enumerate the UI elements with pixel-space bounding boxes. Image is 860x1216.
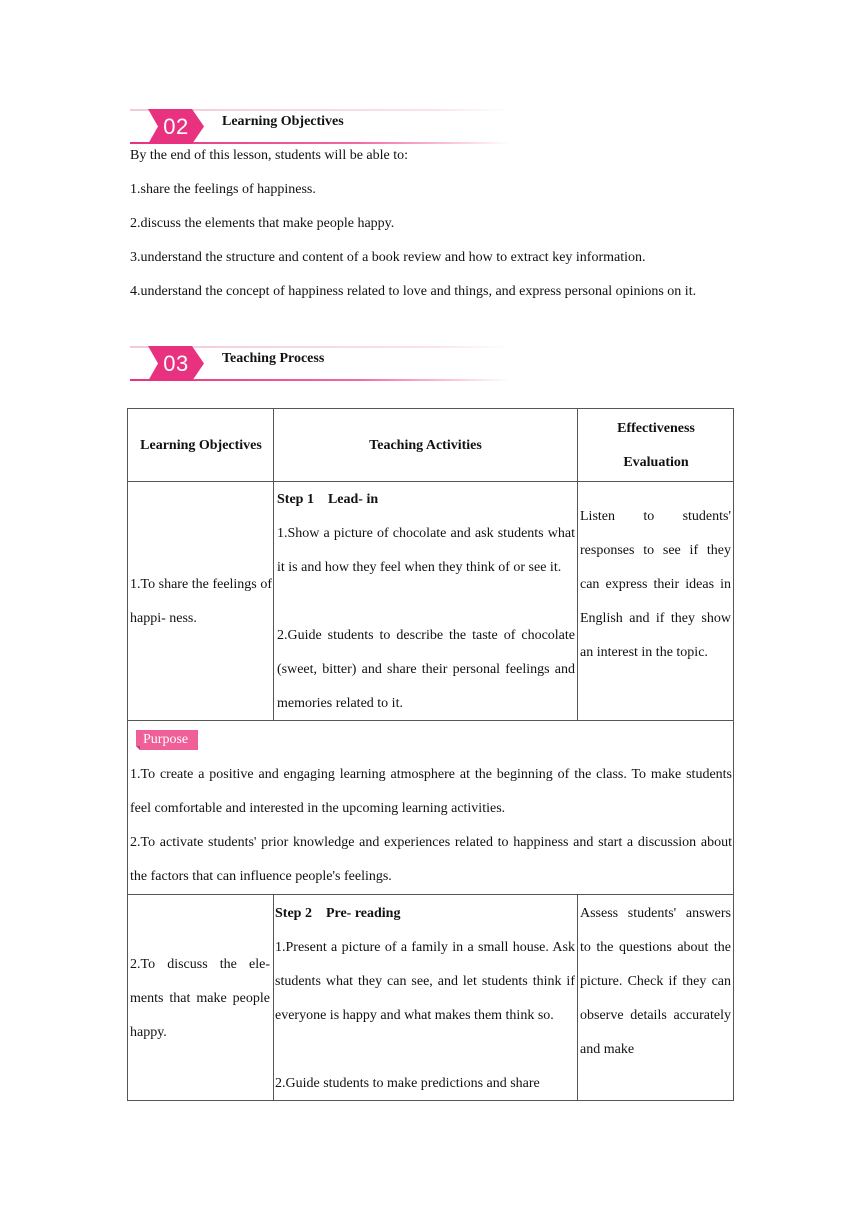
section-number: 03 [163, 351, 189, 376]
row2-step-title: Step 2 Pre‐ reading [275, 906, 401, 921]
purpose-item: 1.To create a positive and engaging learning atmosphere at the beginning of the class. To make students feel comfortable and interested in the upcoming learning activities. [130, 767, 732, 816]
row1-activity: 1.Show a picture of chocolate and ask students what it is and how they feel when they think of or see it. [277, 526, 575, 575]
row1-activity: 2.Guide students to describe the taste of chocolate (sweet, bitter) and share their personal feelings and memories related to it. [277, 628, 575, 711]
row2-evaluation: Assess students' answers to the questions about the picture. Check if they can observe details accurately and make [580, 906, 731, 1057]
header-effectiveness-evaluation: Effectiveness Evaluation [617, 421, 695, 470]
header-teaching-activities: Teaching Activities [369, 438, 482, 453]
objective-item: 4.understand the concept of happiness related to love and things, and express personal opinions on it. [130, 284, 697, 299]
purpose-label: Purpose [143, 732, 189, 747]
section-title: Learning Objectives [222, 114, 344, 129]
row1-objective: 1.To share the feelings of happi‐ ness. [130, 577, 272, 626]
row1-evaluation: Listen to students' responses to see if they can express their ideas in English and if they show an interest in the topic. [580, 509, 731, 660]
row-divider [128, 481, 733, 482]
objective-item: 3.understand the structure and content of a book review and how to extract key information. [130, 250, 646, 265]
purpose-item: 2.To activate students' prior knowledge and experiences related to happiness and start a discussion about the factors that can influence people's feelings. [130, 835, 732, 884]
objective-item: 2.discuss the elements that make people happy. [130, 216, 395, 231]
header-learning-objectives: Learning Objectives [140, 438, 262, 453]
row2-activity: 1.Present a picture of a family in a small house. Ask students what they can see, and let students think if everyone is happy and what makes them think so. [275, 940, 575, 1023]
row-divider [128, 894, 733, 895]
intro-text: By the end of this lesson, students will be able to: [130, 148, 409, 163]
row1-step-title: Step 1 Lead‐ in [277, 492, 379, 507]
column-divider [273, 894, 274, 1100]
row2-objective: 2.To discuss the ele‐ ments that make people happy. [130, 957, 270, 1040]
section-title: Teaching Process [222, 351, 325, 366]
teaching-process-table [127, 408, 734, 1101]
section-header-teaching-process [130, 343, 510, 383]
row2-activity: 2.Guide students to make predictions and share [275, 1076, 540, 1091]
column-divider [577, 409, 578, 720]
objective-item: 1.share the feelings of happiness. [130, 182, 316, 197]
section-number: 02 [163, 114, 189, 139]
column-divider [577, 894, 578, 1100]
